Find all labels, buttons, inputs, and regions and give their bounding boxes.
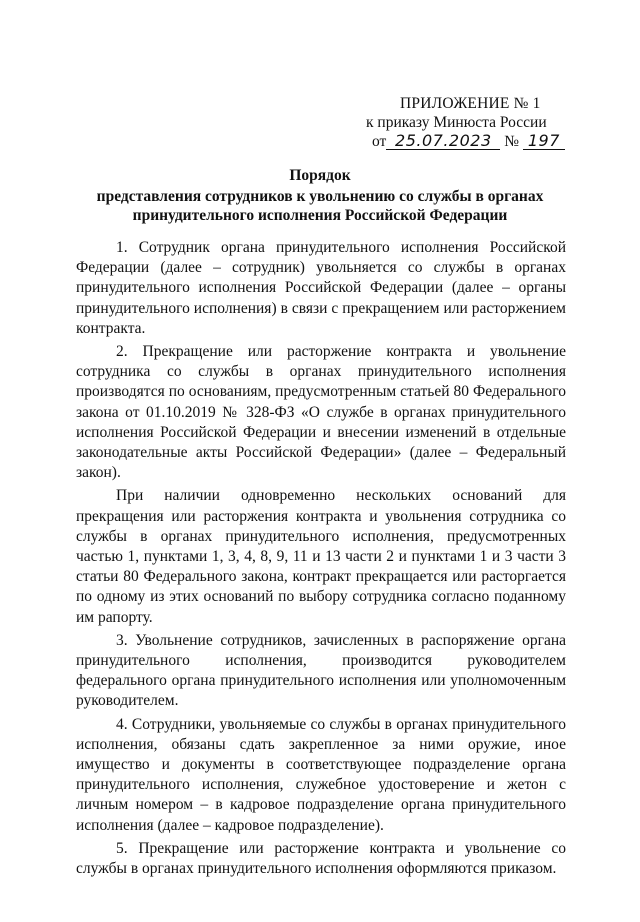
paragraph-4: 4. Сотрудники, увольняемые со службы в органах принудительного исполнения, обязаны сдать закрепленное за ними оружие, иное имущество и документы в соответствующее подразделение органа принудительного исполнения, служебное удостоверение и жетон с личным номером – в кадровое подразделение органа принудительного исполнения (далее – кадровое подразделение).	[76, 715, 566, 834]
appendix-header	[360, 94, 570, 151]
handwritten-number: 197	[523, 133, 565, 150]
paragraph-3: 3. Увольнение сотрудников, зачисленных в распоряжение органа принудительного исполнения, производится руководителем федерального органа принудительного исполнения или уполномоченным руководителем.	[76, 631, 566, 710]
from-prefix: от	[372, 133, 387, 150]
paragraph-5: 5. Прекращение или расторжение контракта и увольнение со службы в органах принудительного исполнения оформляются приказом.	[76, 839, 566, 878]
paragraph-2-continued: При наличии одновременно нескольких оснований для прекращения или расторжения контракта и увольнения сотрудника со службы в органах принудительного исполнения, предусмотренных частью 1, пунктами 1, 3, 4, 8, 9, 11 и 13 части 2 и пунктами 1 и 3 части 3 статьи 80 Федерального закона, контракт прекращается или расторгается по одному из этих оснований по выбору сотрудника согласно поданному им рапорту.	[76, 487, 566, 626]
paragraph-1: 1. Сотрудник органа принудительного исполнения Российской Федерации (далее – сотрудник) увольняется со службы в органах принудительного исполнения Российской Федерации (далее – органы принудительного исполнения) в связи с прекращением или расторжением контракта.	[76, 239, 566, 337]
document-body	[76, 238, 566, 882]
appendix-date-line	[360, 132, 570, 151]
appendix-reference: к приказу Минюста России	[366, 114, 547, 131]
paragraph-2: 2. Прекращение или расторжение контракта и увольнение сотрудника со службы в органах принудительного исполнения производятся по основаниям, предусмотренным статьей 80 Федерального закона от 01.10.2019 № 328-ФЗ «О службе в органах принудительного исполнения Российской Федерации и внесении изменений в отдельные законодательные акты Российской Федерации» (далее – Федеральный закон).	[76, 343, 566, 482]
appendix-title: ПРИЛОЖЕНИЕ № 1	[400, 95, 541, 112]
title-line-2: представления сотрудников к увольнению со службы в органах	[96, 188, 544, 205]
title-line-3: принудительного исполнения Российской Федерации	[132, 207, 508, 224]
number-sign: №	[504, 133, 519, 150]
title-line-1: Порядок	[289, 167, 351, 184]
document-title	[70, 166, 570, 225]
handwritten-date: 25.07.2023	[386, 133, 500, 150]
